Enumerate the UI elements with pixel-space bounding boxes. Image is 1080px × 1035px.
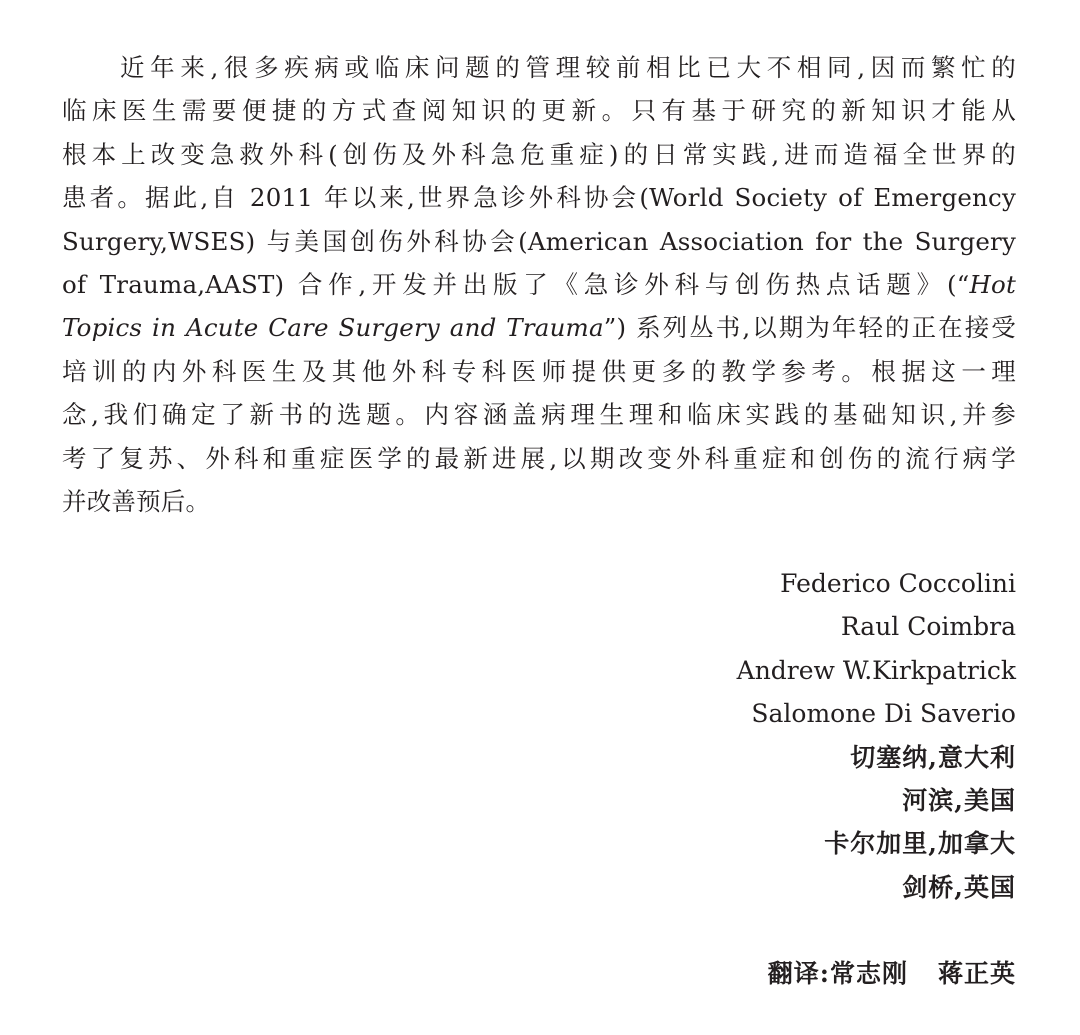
preface-line: 近年来,很多疾病或临床问题的管理较前相比已大不相同,因而繁忙的 [120, 53, 1016, 82]
author-location: 河滨,美国 [902, 785, 1016, 815]
preface-text: ”) 系列丛书,以期为年轻的正在接受 [603, 313, 1016, 343]
author-name: Andrew W.Kirkpatrick [736, 655, 1016, 685]
translator-label: 翻译: [767, 959, 830, 988]
preface-line: 并改善预后。 [62, 486, 211, 516]
italic-series-title: Topics in Acute Care Surgery and Trauma [62, 313, 604, 343]
author-location: 卡尔加里,加拿大 [824, 829, 1016, 859]
preface-line: 念,我们确定了新书的选题。内容涵盖病理生理和临床实践的基础知识,并参 [62, 400, 1016, 430]
signature-block [737, 562, 1016, 909]
preface-line: 临床医生需要便捷的方式查阅知识的更新。只有基于研究的新知识才能从 [62, 96, 1016, 126]
preface-line: 患者。据此,自 2011 年以来,世界急诊外科协会(World Society of Emergency [62, 183, 1016, 213]
translator-name: 常志刚 [829, 959, 908, 988]
author-name: Federico Coccolini [780, 569, 1016, 598]
translator-name: 蒋正英 [937, 959, 1016, 988]
preface-paragraph [62, 46, 1016, 523]
preface-text: of Trauma,AAST) 合作,开发并出版了《急诊外科与创伤热点话题》(“ [62, 269, 970, 299]
author-location: 剑桥,英国 [902, 872, 1016, 902]
preface-line: 考了复苏、外科和重症医学的最新进展,以期改变外科重症和创伤的流行病学 [62, 443, 1016, 473]
author-name: Salomone Di Saverio [751, 699, 1016, 729]
author-name: Raul Coimbra [840, 612, 1016, 642]
preface-line: 培训的内外科医生及其他外科专科医师提供更多的教学参考。根据这一理 [62, 356, 1016, 386]
preface-line-with-italic [62, 306, 1016, 349]
italic-series-title: Hot [969, 269, 1016, 299]
preface-line-with-italic [62, 263, 1016, 306]
translator-credit [768, 952, 1016, 995]
preface-line: Surgery,WSES) 与美国创伤外科协会(American Association for the Surgery [62, 226, 1016, 256]
preface-line: 根本上改变急救外科(创伤及外科急危重症)的日常实践,进而造福全世界的 [62, 139, 1016, 169]
author-location: 切塞纳,意大利 [850, 742, 1016, 772]
